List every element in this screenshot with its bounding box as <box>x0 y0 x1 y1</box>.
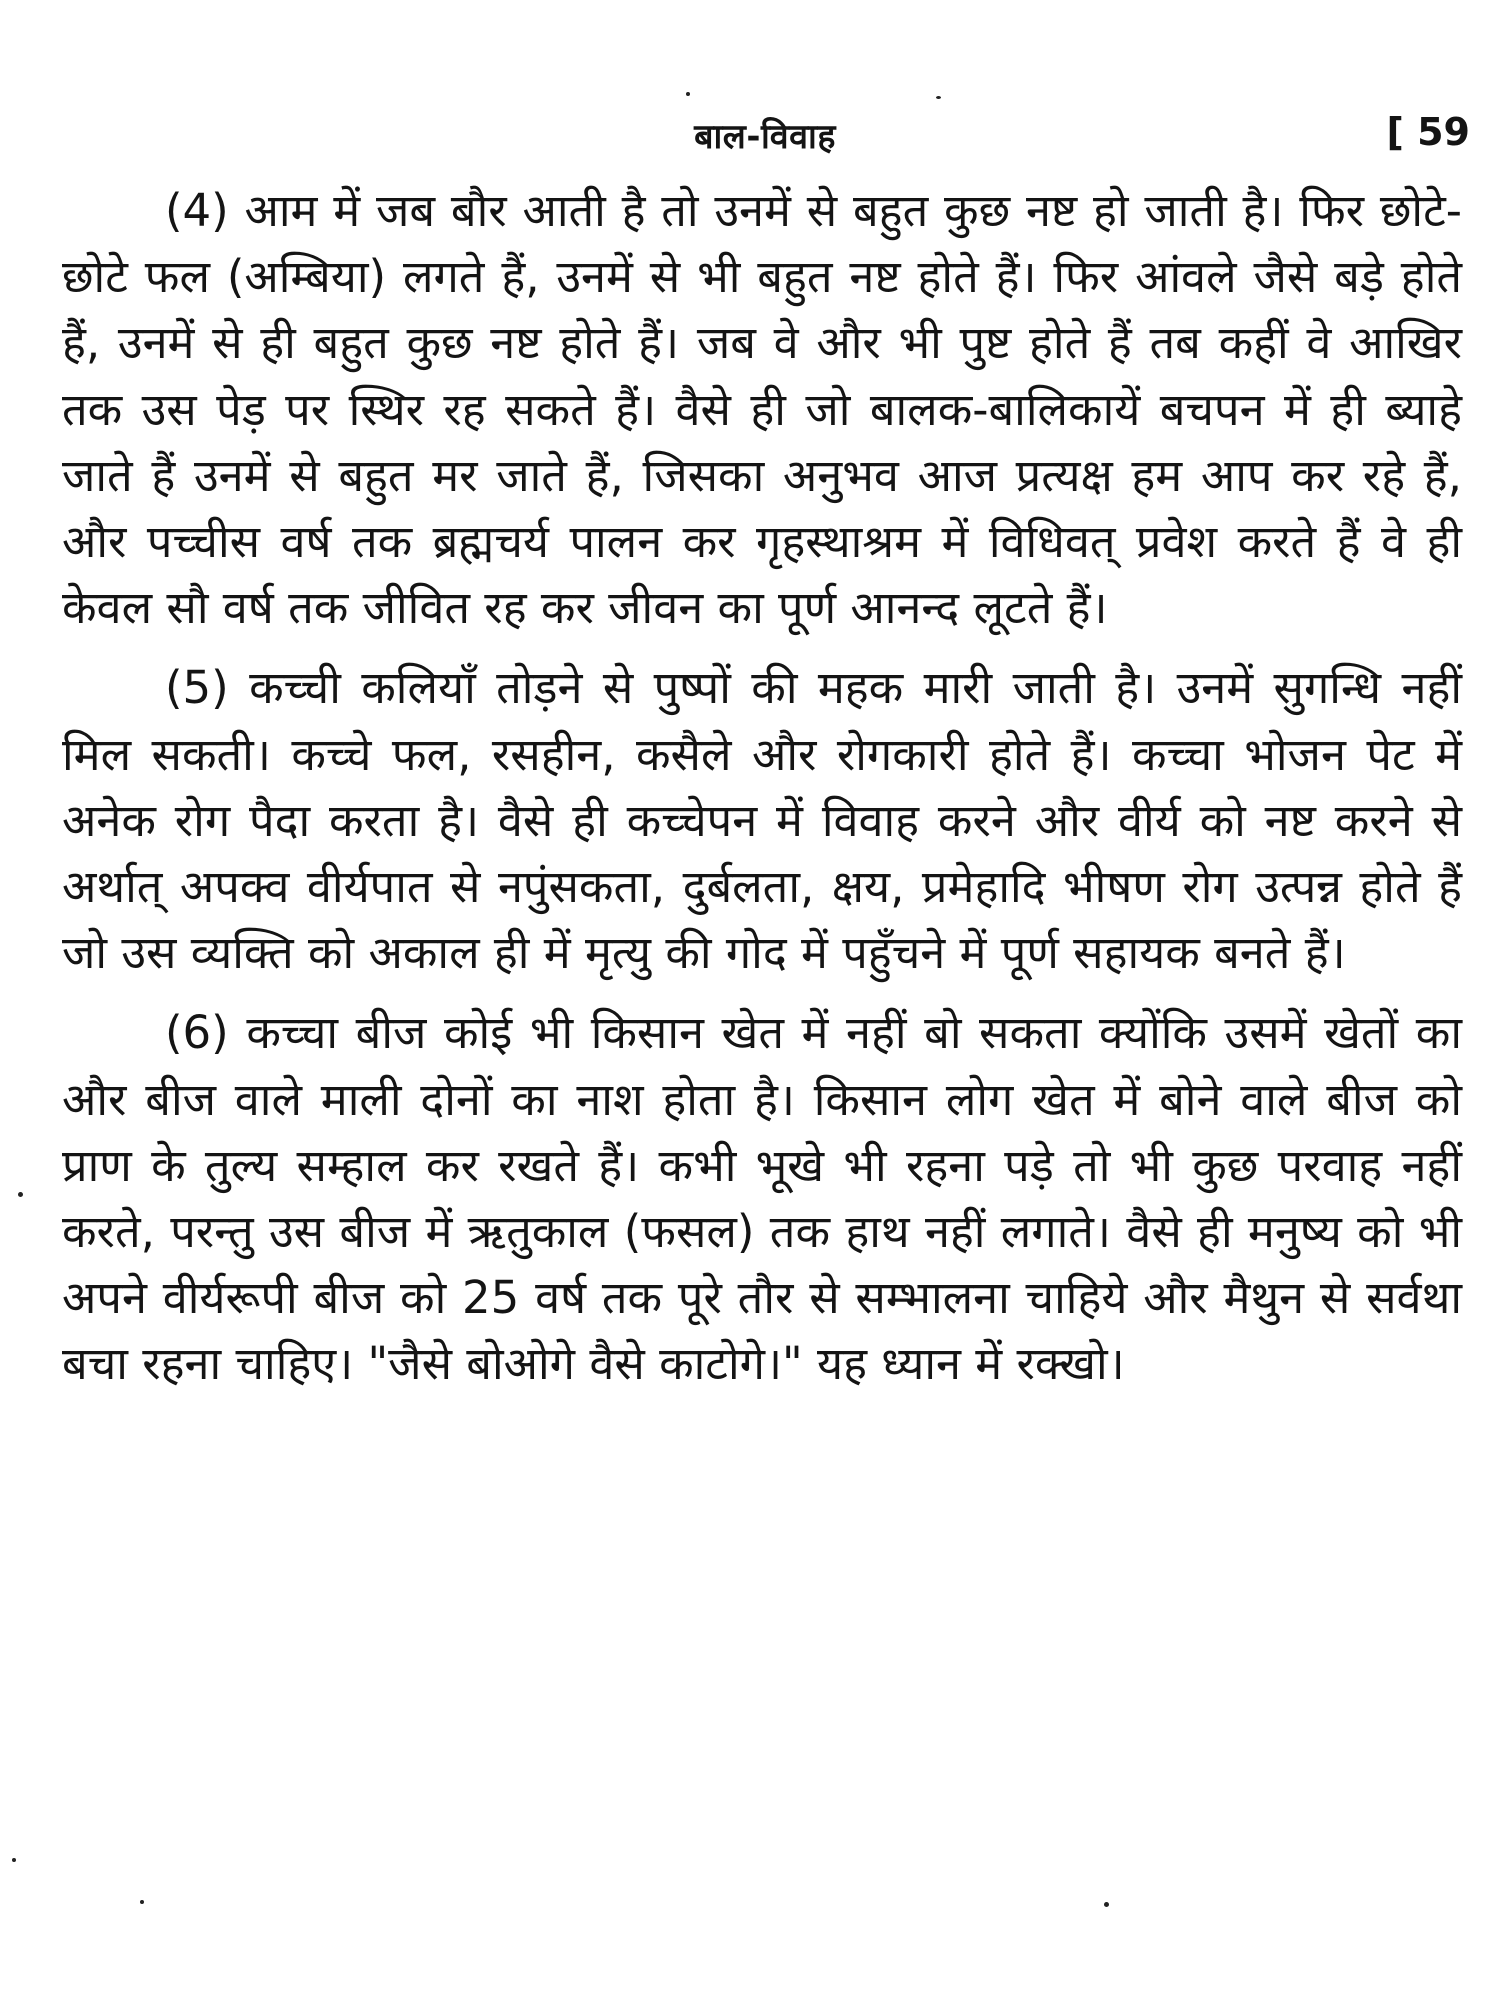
scan-speck <box>1104 1902 1109 1907</box>
paragraph-6: (6) कच्चा बीज कोई भी किसान खेत में नहीं बो सकता क्योंकि उसमें खेतों का और बीज वाले माली दोनों का नाश होता है। किसान लोग खेत में बोने वाले बीज को प्राण के तुल्य सम्हाल कर रखते हैं। कभी भूखे भी रहना पड़े तो भी कुछ परवाह नहीं करते, परन्तु उस बीज में ऋतुकाल (फसल) तक हाथ नहीं लगाते। वैसे ही मनुष्य को भी अपने वीर्यरूपी बीज को 25 वर्ष तक पूरे तौर से सम्भालना चाहिये और मैथुन से सर्वथा बचा रहना चाहिए। "जैसे बोओगे वैसे काटोगे।" यह ध्यान में रक्खो। <box>62 1006 1462 1391</box>
paragraph-5: (5) कच्ची कलियाँ तोड़ने से पुष्पों की महक मारी जाती है। उनमें सुगन्धि नहीं मिल सकती। कच्चे फल, रसहीन, कसैले और रोगकारी होते हैं। कच्चा भोजन पेट में अनेक रोग पैदा करता है। वैसे ही कच्चेपन में विवाह करने और वीर्य को नष्ट करने से अर्थात् अपक्व वीर्यपात से नपुंसकता, दुर्बलता, क्षय, प्रमेहादि भीषण रोग उत्पन्न होते हैं जो उस व्यक्ति को अकाल ही में मृत्यु की गोद में पहुँचने में पूर्ण सहायक बनते हैं। <box>62 661 1462 980</box>
scan-speck <box>140 1900 144 1904</box>
running-header <box>60 112 1470 162</box>
chapter-title: बाल-विवाह <box>694 117 836 157</box>
body-text <box>62 178 1462 1398</box>
scan-speck <box>12 1858 16 1862</box>
scan-speck <box>686 92 690 96</box>
paragraph-4: (4) आम में जब बौर आती है तो उनमें से बहुत कुछ नष्ट हो जाती है। फिर छोटे-छोटे फल (अम्बिया) लगते हैं, उनमें से भी बहुत नष्ट होते हैं। फिर आंवले जैसे बड़े होते हैं, उनमें से ही बहुत कुछ नष्ट होते हैं। जब वे और भी पुष्ट होते हैं तब कहीं वे आखिर तक उस पेड़ पर स्थिर रह सकते हैं। वैसे ही जो बालक-बालिकायें बचपन में ही ब्याहे जाते हैं उनमें से बहुत मर जाते हैं, जिसका अनुभव आज प्रत्यक्ष हम आप कर रहे हैं, और पच्चीस वर्ष तक ब्रह्मचर्य पालन कर गृहस्थाश्रम में विधिवत् प्रवेश करते हैं वे ही केवल सौ वर्ष तक जीवित रह कर जीवन का पूर्ण आनन्द लूटते हैं। <box>62 184 1462 635</box>
scan-speck <box>18 1192 23 1197</box>
page-number: [ 59 <box>1386 110 1470 154</box>
scan-speck <box>936 96 941 99</box>
